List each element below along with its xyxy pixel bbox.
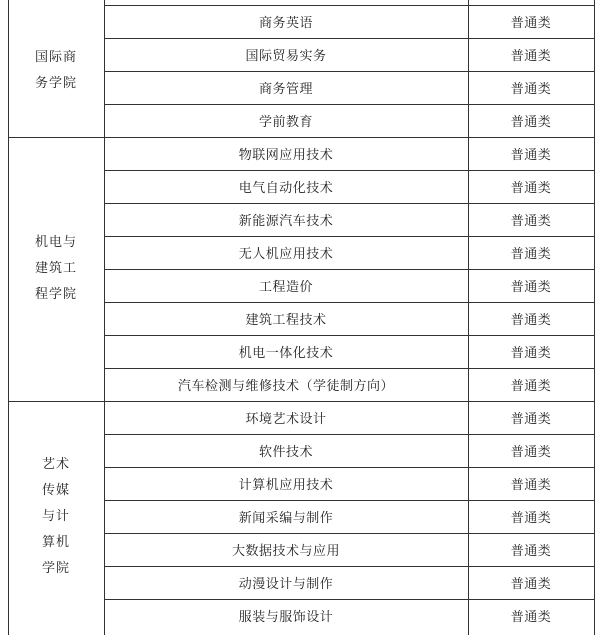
category-cell: 普通类 bbox=[510, 445, 552, 460]
category-cell: 普通类 bbox=[510, 49, 552, 64]
category-cell: 普通类 bbox=[510, 247, 552, 262]
category-cell: 普通类 bbox=[510, 148, 552, 163]
major-name-cell: 计算机应用技术 bbox=[238, 478, 334, 493]
category-cell: 普通类 bbox=[510, 214, 552, 229]
category-cell: 普通类 bbox=[510, 16, 552, 31]
major-name-cell: 服装与服饰设计 bbox=[238, 610, 334, 625]
category-cell: 普通类 bbox=[510, 412, 552, 427]
category-cell: 普通类 bbox=[510, 82, 552, 97]
major-name-cell: 工程造价 bbox=[258, 280, 313, 295]
major-name-cell: 软件技术 bbox=[258, 445, 313, 460]
college-name-line: 务学院 bbox=[34, 76, 77, 91]
major-name-cell: 汽车检测与维修技术（学徒制方向） bbox=[177, 379, 394, 394]
major-name-cell: 学前教育 bbox=[258, 115, 313, 130]
major-name-cell: 动漫设计与制作 bbox=[238, 577, 334, 592]
category-cell: 普通类 bbox=[510, 544, 552, 559]
major-name-cell: 电气自动化技术 bbox=[238, 181, 334, 196]
college-name-cell bbox=[8, 137, 104, 401]
table-border-right bbox=[594, 0, 595, 635]
category-cell: 普通类 bbox=[510, 313, 552, 328]
college-name-line: 与计 bbox=[41, 508, 70, 524]
major-name-cell: 新能源汽车技术 bbox=[238, 214, 334, 229]
college-name-line: 学院 bbox=[41, 560, 70, 576]
major-name-cell: 机电一体化技术 bbox=[238, 346, 334, 361]
college-name-line: 国际商 bbox=[34, 50, 77, 65]
category-cell: 普通类 bbox=[510, 478, 552, 493]
major-name-cell: 商务英语 bbox=[258, 16, 313, 31]
college-name-cell bbox=[8, 5, 104, 137]
category-cell: 普通类 bbox=[510, 379, 552, 394]
major-name-cell: 建筑工程技术 bbox=[245, 313, 327, 328]
college-name-line: 算机 bbox=[41, 534, 70, 550]
category-cell: 普通类 bbox=[510, 181, 552, 196]
major-name-cell: 环境艺术设计 bbox=[245, 412, 327, 427]
major-name-cell: 国际贸易实务 bbox=[245, 49, 327, 64]
category-cell: 普通类 bbox=[510, 115, 552, 130]
category-cell: 普通类 bbox=[510, 280, 552, 295]
college-name-cell bbox=[8, 401, 104, 632]
major-name-cell: 商务管理 bbox=[258, 82, 313, 97]
college-name-line: 艺术 bbox=[41, 456, 70, 472]
college-name-line: 机电与 bbox=[34, 235, 77, 250]
college-name-line: 传媒 bbox=[41, 482, 70, 498]
major-name-cell: 无人机应用技术 bbox=[238, 247, 334, 262]
category-cell: 普通类 bbox=[510, 610, 552, 625]
college-name-line: 程学院 bbox=[34, 287, 77, 302]
group-divider bbox=[8, 401, 594, 402]
category-cell: 普通类 bbox=[510, 346, 552, 361]
group-divider bbox=[8, 137, 594, 138]
college-name-line: 建筑工 bbox=[34, 261, 77, 276]
major-name-cell: 新闻采编与制作 bbox=[238, 511, 334, 526]
major-name-cell: 大数据技术与应用 bbox=[231, 544, 340, 559]
category-cell: 普通类 bbox=[510, 577, 552, 592]
category-cell: 普通类 bbox=[510, 511, 552, 526]
major-name-cell: 物联网应用技术 bbox=[238, 148, 334, 163]
table-top-border bbox=[104, 5, 594, 6]
